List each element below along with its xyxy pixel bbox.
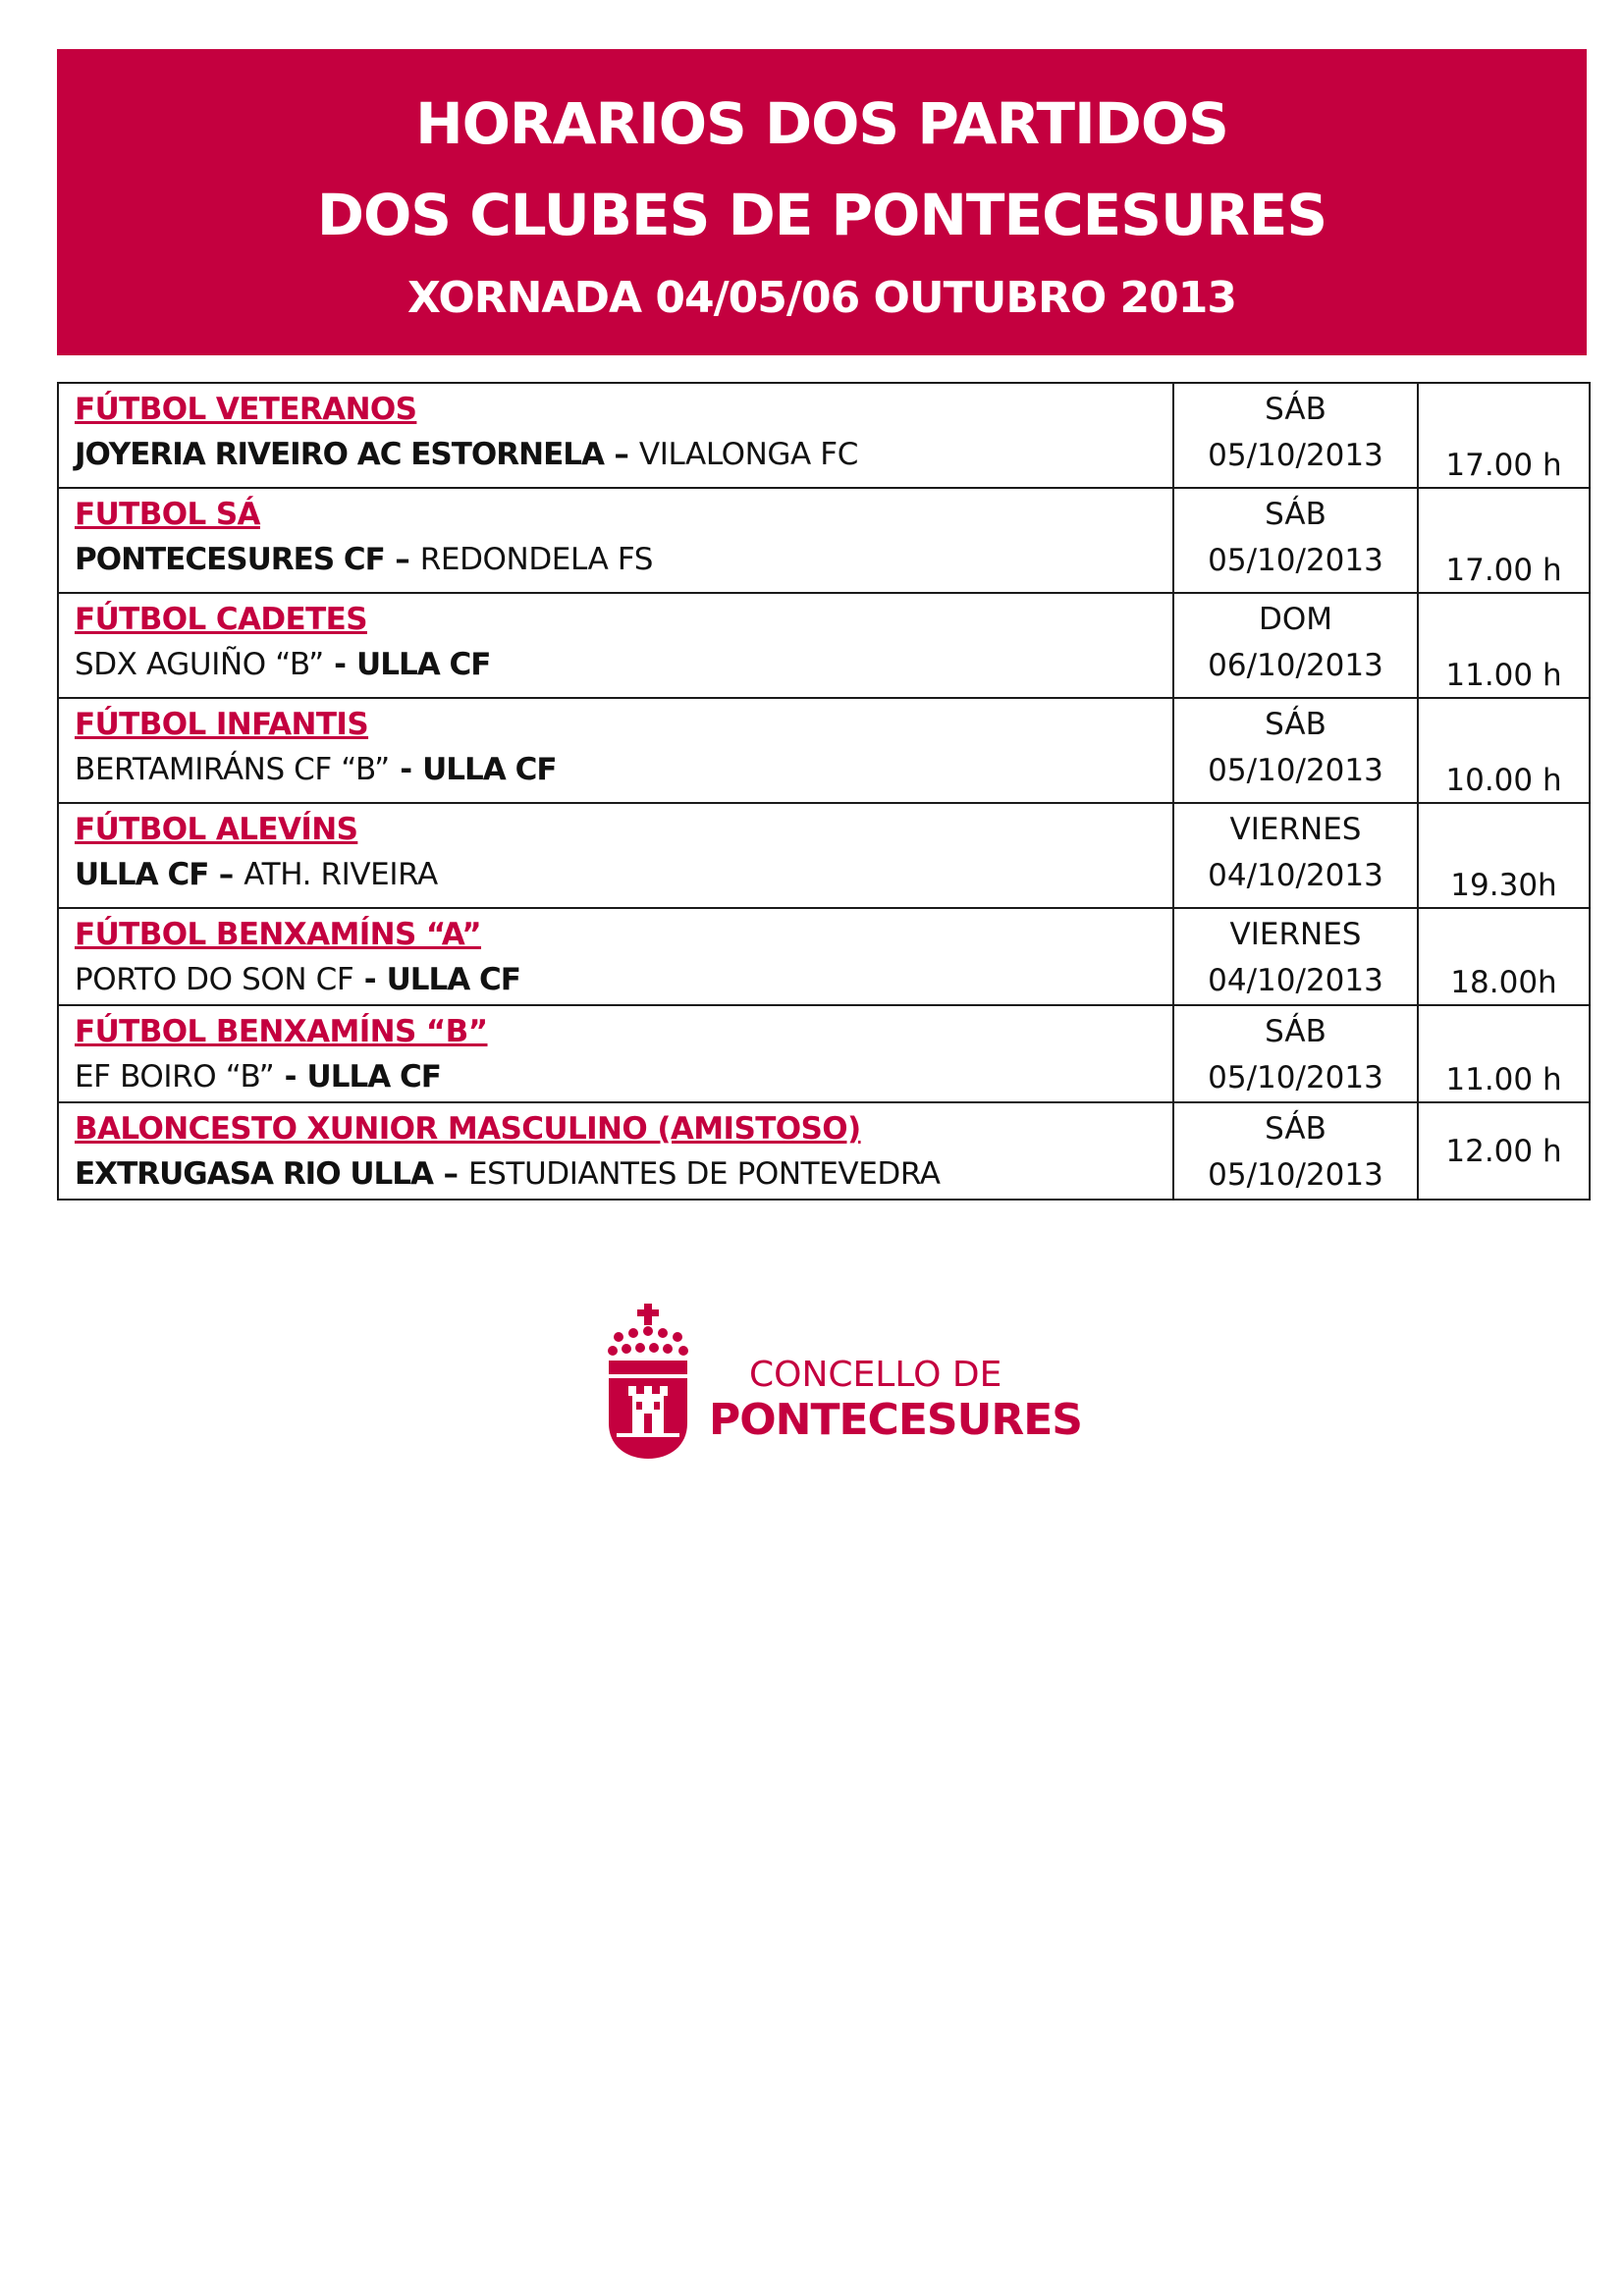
day-label: SÁB [1265,497,1326,532]
logo-line-1: CONCELLO DE [749,1355,1002,1395]
title-line-3: XORNADA 04/05/06 OUTUBRO 2013 [406,273,1237,323]
fixture-row [58,908,1590,1005]
match-cell [58,593,1173,698]
date-cell [1173,1005,1418,1102]
home-team: EF BOIRO “B” [75,1059,275,1095]
date-label: 05/10/2013 [1208,753,1383,788]
fixture-row [58,383,1590,488]
category-label: FÚTBOL INFANTIS [75,707,369,742]
home-team: EXTRUGASA RIO ULLA [75,1156,434,1192]
time-label: 18.00h [1450,965,1557,1000]
category-label: FÚTBOL ALEVÍNS [75,812,358,847]
category-label: FUTBOL SÁ [75,497,260,532]
date-cell [1173,383,1418,488]
time-label: 19.30h [1450,868,1557,903]
time-cell [1418,383,1590,488]
crowned-shield-icon [607,1304,689,1461]
fixture-row [58,1005,1590,1102]
day-label: DOM [1258,602,1333,637]
date-label: 05/10/2013 [1208,543,1383,578]
fixture-row [58,593,1590,698]
match-cell [58,803,1173,908]
time-cell [1418,488,1590,593]
fixtures-table [57,382,1591,1201]
team-separator: – [384,542,420,577]
date-cell [1173,698,1418,803]
teams-line [75,536,1172,583]
match-cell [58,1005,1173,1102]
time-label: 11.00 h [1445,1062,1562,1097]
team-separator: - [353,962,387,997]
home-team: PORTO DO SON CF [75,962,354,997]
time-label: 10.00 h [1445,763,1562,798]
category-label: FÚTBOL CADETES [75,602,367,637]
date-label: 05/10/2013 [1208,1157,1383,1193]
team-separator: – [433,1156,468,1192]
date-label: 04/10/2013 [1208,963,1383,998]
date-label: 04/10/2013 [1208,858,1383,893]
fixture-row [58,488,1590,593]
team-separator: - [274,1059,307,1095]
away-team: VILALONGA FC [638,437,858,472]
logo-line-2: PONTECESURES [709,1395,1082,1445]
team-separator: - [389,752,423,787]
team-separator: - [323,647,357,682]
title-line-1: HORARIOS DOS PARTIDOS [415,90,1228,157]
day-label: SÁB [1265,392,1326,427]
date-cell [1173,908,1418,1005]
match-cell [58,488,1173,593]
time-cell [1418,1102,1590,1200]
match-cell [58,383,1173,488]
fixture-row [58,698,1590,803]
date-cell [1173,1102,1418,1200]
header-banner [57,49,1587,355]
home-team: SDX AGUIÑO “B” [75,647,324,682]
home-team: PONTECESURES CF [75,542,385,577]
teams-line [75,641,1172,688]
away-team: ATH. RIVEIRA [244,857,438,892]
date-label: 05/10/2013 [1208,1060,1383,1095]
home-team: JOYERIA RIVEIRO AC ESTORNELA [75,437,604,472]
teams-line [75,431,1172,478]
teams-line [75,851,1172,898]
teams-line [75,956,1172,1003]
away-team: ESTUDIANTES DE PONTEVEDRA [467,1156,941,1192]
time-cell [1418,1005,1590,1102]
category-label: FÚTBOL BENXAMÍNS “A” [75,917,482,952]
time-cell [1418,908,1590,1005]
away-team: ULLA CF [386,962,520,997]
date-cell [1173,488,1418,593]
day-label: SÁB [1265,1111,1326,1147]
time-label: 17.00 h [1445,553,1562,588]
title-line-2: DOS CLUBES DE PONTECESURES [316,182,1327,248]
team-separator: – [604,437,639,472]
fixture-row [58,803,1590,908]
teams-line [75,1150,1172,1198]
day-label: VIERNES [1229,812,1362,847]
category-label: FÚTBOL BENXAMÍNS “B” [75,1014,488,1049]
time-label: 12.00 h [1445,1133,1562,1169]
day-label: VIERNES [1229,917,1362,952]
home-team: ULLA CF [75,857,209,892]
match-cell [58,1102,1173,1200]
time-cell [1418,803,1590,908]
day-label: SÁB [1265,707,1326,742]
teams-line [75,1053,1172,1100]
away-team: ULLA CF [422,752,557,787]
home-team: BERTAMIRÁNS CF “B” [75,752,390,787]
match-cell [58,908,1173,1005]
concello-logo [607,1304,1082,1461]
category-label: BALONCESTO XUNIOR MASCULINO (AMISTOSO) [75,1111,861,1147]
date-cell [1173,803,1418,908]
time-label: 11.00 h [1445,658,1562,693]
time-label: 17.00 h [1445,448,1562,483]
day-label: SÁB [1265,1014,1326,1049]
category-label: FÚTBOL VETERANOS [75,392,417,427]
time-cell [1418,698,1590,803]
away-team: ULLA CF [356,647,491,682]
team-separator: – [208,857,244,892]
teams-line [75,746,1172,793]
time-cell [1418,593,1590,698]
away-team: REDONDELA FS [419,542,654,577]
away-team: ULLA CF [306,1059,441,1095]
date-label: 06/10/2013 [1208,648,1383,683]
date-cell [1173,593,1418,698]
match-cell [58,698,1173,803]
date-label: 05/10/2013 [1208,438,1383,473]
fixture-row [58,1102,1590,1200]
